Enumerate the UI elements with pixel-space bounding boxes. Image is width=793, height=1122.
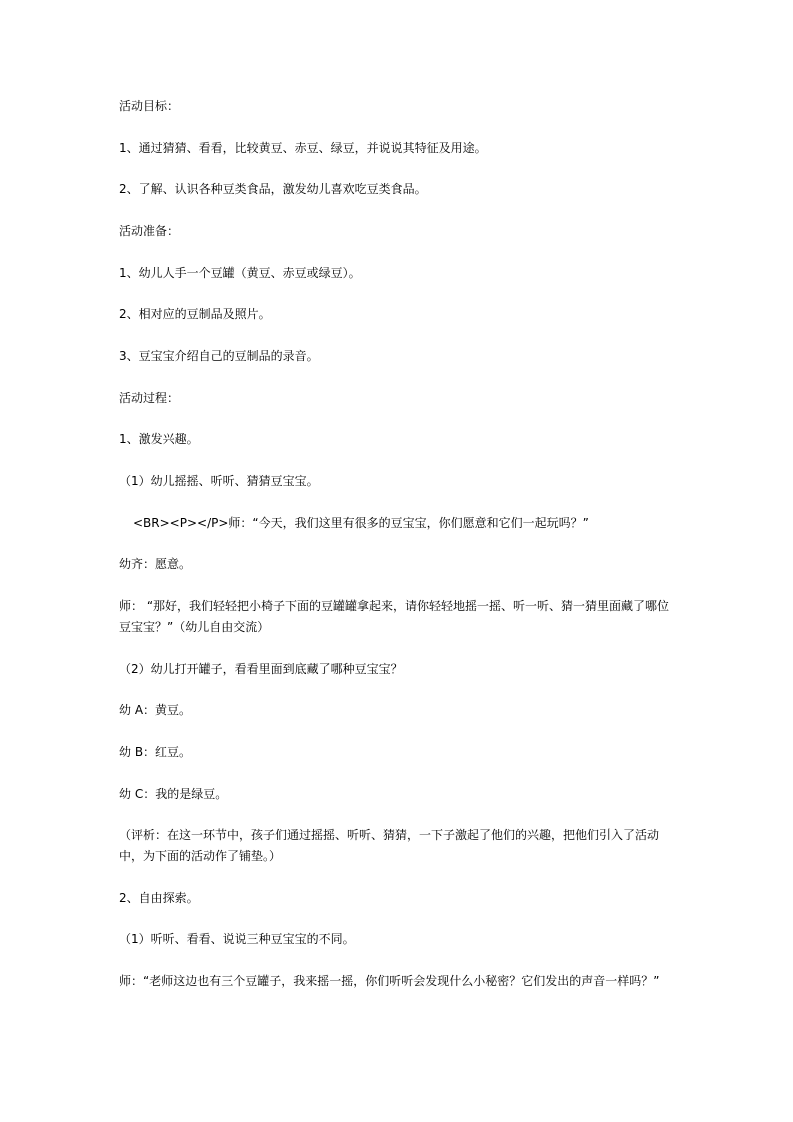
teacher-line-2: 师： “那好，我们轻轻把小椅子下面的豆罐罐拿起来，请你轻轻地摇一摇、听一听、猜一猜里面藏了哪位豆宝宝？”（幼儿自由交流） (119, 599, 670, 634)
heading-activity-preparation: 活动准备： (119, 224, 180, 238)
goal-item-1: 1、通过猜猜、看看，比较黄豆、赤豆、绿豆，并说说其特征及用途。 (119, 141, 487, 155)
child-c-reply: 幼 C：我的是绿豆。 (119, 787, 228, 801)
teacher-line-3: 师：“老师这边也有三个豆罐子，我来摇一摇，你们听听会发现什么小秘密？它们发出的声音一样吗？” (119, 974, 660, 988)
process-substep-2: （2）幼儿打开罐子，看看里面到底藏了哪种豆宝宝？ (119, 662, 403, 676)
preparation-item-1: 1、幼儿人手一个豆罐（黄豆、赤豆或绿豆）。 (119, 266, 361, 280)
heading-activity-process: 活动过程： (119, 391, 180, 405)
children-reply: 幼齐：愿意。 (119, 557, 192, 571)
process-substep-3: （1）听听、看看、说说三种豆宝宝的不同。 (119, 932, 355, 946)
process-step-2: 2、自由探索。 (119, 891, 199, 905)
child-a-reply: 幼 A：黄豆。 (119, 703, 192, 717)
process-substep-1: （1）幼儿摇摇、听听、猜猜豆宝宝。 (119, 474, 319, 488)
preparation-item-2: 2、相对应的豆制品及照片。 (119, 307, 271, 321)
preparation-item-3: 3、豆宝宝介绍自己的豆制品的录音。 (119, 349, 319, 363)
goal-item-2: 2、了解、认识各种豆类食品，激发幼儿喜欢吃豆类食品。 (119, 182, 427, 196)
teacher-line-1: <BR><P></P>师：“今天，我们这里有很多的豆宝宝，你们愿意和它们一起玩吗？” (133, 516, 589, 530)
heading-activity-goals: 活动目标： (119, 99, 180, 113)
child-b-reply: 幼 B：红豆。 (119, 745, 192, 759)
process-step-1: 1、激发兴趣。 (119, 432, 199, 446)
commentary-paragraph: （评析：在这一环节中，孩子们通过摇摇、听听、猜猜，一下子激起了他们的兴趣，把他们引入了活动中，为下面的活动作了铺垫。） (119, 828, 660, 863)
